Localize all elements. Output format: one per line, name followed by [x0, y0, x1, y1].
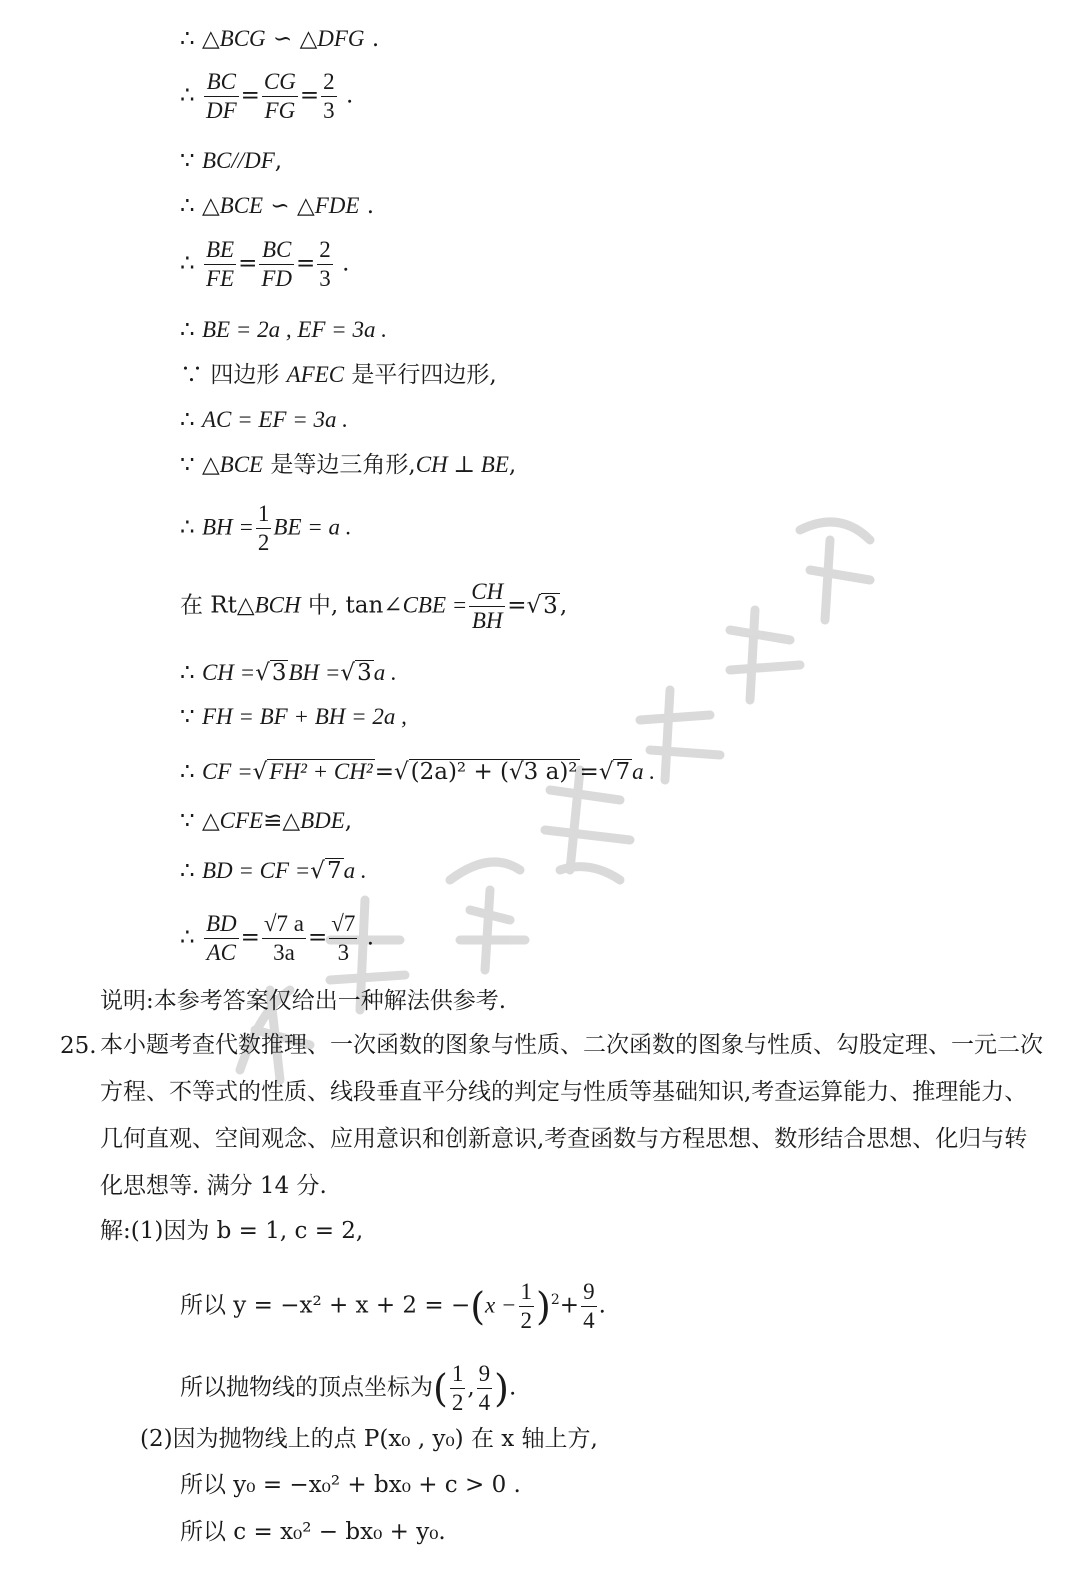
therefore-symbol: ∴	[180, 26, 195, 52]
sqrt-sign: √	[310, 858, 325, 884]
similar-symbol: ∽	[272, 26, 293, 52]
fraction-2-3: $\frac{2}{3}$	[323, 69, 335, 123]
fraction-root7a-3a: $\frac{√7 a}{3a}$	[263, 911, 304, 965]
question-intro: 本小题考查代数推理、一次函数的图象与性质、二次函数的图象与性质、勾股定理、一元二次方程、不等式的性质、线段垂直平分线的判定与性质等基础知识,考查运算能力、推理能力、几何直观、空间观念、应用意识和创新意识,考查函数与方程思想、数形结合思想、化归与转化思想等. 满分 14 分.	[100, 1032, 1043, 1199]
sqrt-sign: √	[340, 660, 356, 686]
period: .	[366, 193, 375, 219]
period: .	[366, 924, 375, 951]
solution-vertex-form: 所以 y = −x² + x + 2 = −(x − $\frac{1}{2}$ )$^2$+ $\frac{9}{4}$ .	[180, 1279, 606, 1333]
therefore-symbol: ∴	[180, 82, 195, 109]
therefore-symbol: ∴	[180, 407, 195, 433]
therefore-symbol: ∴	[180, 193, 195, 219]
text: 四边形	[210, 362, 287, 388]
fraction-1-2: $\frac{1}{2}$	[257, 501, 270, 555]
expr: BH =	[201, 514, 254, 540]
step-congruent-cfe-bde: ∵ △CFE≌△BDE,	[180, 808, 353, 834]
solution-part1-given: 解:(1)因为 b = 1, c = 2,	[100, 1218, 364, 1244]
step-bd-value	[180, 856, 367, 886]
expr: a .	[373, 660, 397, 685]
text: 中, tan∠	[300, 592, 403, 619]
because-symbol: ∵	[180, 362, 203, 388]
therefore-symbol: ∴	[180, 924, 195, 951]
step-ratio-bc-df: ∴ $\frac{BC}{DF}$ = $\frac{CG}{FG}$ = $\frac{2}{3}$ .	[180, 69, 354, 123]
radicand: (2a)² + (√3 a)²	[410, 759, 578, 785]
radicand: 7	[326, 858, 342, 884]
therefore-symbol: ∴	[180, 514, 195, 541]
text: 所以抛物线的顶点坐标为	[180, 1374, 433, 1401]
step-equilateral-bce: ∵ △BCE 是等边三角形,CH ⊥ BE,	[180, 452, 517, 478]
equation: BE = 2a , EF = 3a .	[201, 317, 387, 342]
triangle-right: △FDE	[297, 193, 360, 218]
text: 是平行四边形,	[344, 362, 497, 388]
expr: 所以 y = −x² + x + 2 = −	[180, 1292, 471, 1319]
fraction-2-3: $\frac{2}{3}$	[319, 237, 331, 291]
step-fh-value	[180, 702, 407, 732]
because-symbol: ∵	[180, 452, 195, 478]
because-symbol: ∵	[180, 148, 195, 174]
therefore-symbol: ∴	[180, 660, 195, 686]
step-ratio-bd-ac: ∴ $\frac{BD}{AC}$ = $\frac{√7 a}{3a}$ = $\frac{√7}{3}$ .	[180, 911, 375, 965]
therefore-symbol: ∴	[180, 858, 195, 884]
fraction-9-4: $\frac{9}{4}$	[478, 1361, 491, 1415]
expr: CBE =	[402, 592, 468, 618]
equation: FH = BF + BH = 2a ,	[201, 704, 407, 729]
fraction-9-4: $\frac{9}{4}$	[583, 1279, 595, 1333]
period: .	[371, 26, 380, 52]
triangle-right: △BDE	[282, 808, 345, 833]
triangle-left: △BCG	[201, 26, 266, 51]
solution-part2-ineq: 所以 y₀ = −x₀² + bx₀ + c > 0 .	[180, 1472, 521, 1498]
radicand: 3	[357, 660, 372, 686]
therefore-symbol: ∴	[180, 759, 195, 785]
triangle: △BCH	[236, 592, 301, 618]
similar-symbol: ∽	[270, 193, 290, 219]
fraction-cg-fg: $\frac{CG}{FG}$	[263, 69, 296, 123]
solution-vertex-coord: 所以抛物线的顶点坐标为( $\frac{1}{2}$ , $\frac{9}{4}$ ).	[180, 1361, 517, 1415]
question-number: 25.	[60, 1033, 97, 1059]
therefore-symbol: ∴	[180, 317, 195, 343]
period: .	[342, 250, 350, 277]
note-text: 说明:本参考答案仅给出一种解法供参考.	[100, 988, 507, 1014]
equation: AC = EF = 3a .	[201, 407, 348, 432]
fraction-bd-ac: $\frac{BD}{AC}$	[205, 911, 237, 965]
fraction-bc-fd: $\frac{BC}{FD}$	[261, 237, 293, 291]
expr: BE = a .	[273, 514, 352, 540]
step-similar-bcg-dfg	[180, 24, 379, 54]
step-bc-parallel-df: ∵ BC//DF,	[180, 148, 283, 174]
step-be-ef-values	[180, 315, 387, 345]
radicand: 3	[271, 660, 287, 686]
fraction-ch-bh: $\frac{CH}{BH}$	[471, 579, 504, 633]
expr: CH =	[201, 660, 256, 685]
fraction-bc-df: $\frac{BC}{DF}$	[205, 69, 237, 123]
quad-name: AFEC	[286, 362, 345, 387]
expr: a .	[343, 858, 367, 883]
expr: BH =	[288, 660, 341, 685]
expr: CF =	[201, 759, 253, 784]
step-cf-value: ∴ CF =√FH² + CH²=√(2a)² + (√3 a)²=√7a .	[180, 759, 656, 785]
step-ratio-be-fe: ∴ $\frac{BE}{FE}$ = $\frac{BC}{FD}$ = $\frac{2}{3}$ .	[180, 237, 350, 291]
therefore-symbol: ∴	[180, 250, 195, 277]
fraction-be-fe: $\frac{BE}{FE}$	[205, 237, 235, 291]
radicand: 3	[543, 592, 558, 619]
congruent-symbol: ≌	[263, 808, 283, 834]
period: .	[345, 82, 354, 109]
triangle-left: △CFE	[201, 808, 264, 833]
sqrt-sign: √	[598, 759, 614, 785]
perpendicular-expr: CH ⊥ BE	[415, 452, 509, 477]
parallel-expr: BC//DF	[201, 148, 275, 173]
triangle-right: △DFG	[299, 26, 365, 51]
step-tan-cbe: 在 Rt△BCH 中, tan∠CBE = $\frac{CH}{BH}$ =√3,	[180, 579, 568, 633]
step-ch-value	[180, 658, 397, 688]
radicand: FH² + CH²	[269, 759, 373, 784]
sqrt-sign: √	[252, 759, 268, 785]
step-bh-half-be	[180, 500, 352, 557]
fraction-1-2: $\frac{1}{2}$	[520, 1279, 533, 1333]
text: 是等边三角形,	[263, 452, 416, 478]
because-symbol: ∵	[180, 704, 195, 730]
triangle: △BCE	[201, 452, 264, 477]
solution-part2: (2)因为抛物线上的点 P(x₀ , y₀) 在 x 轴上方,	[140, 1426, 598, 1452]
because-symbol: ∵	[180, 808, 195, 834]
step-ac-equals-ef	[180, 405, 348, 435]
fraction-1-2: $\frac{1}{2}$	[451, 1361, 464, 1415]
sqrt-sign: √	[255, 660, 270, 686]
triangle-left: △BCE	[201, 193, 264, 218]
solution-part2-c: 所以 c = x₀² − bx₀ + y₀.	[180, 1519, 446, 1545]
step-similar-bce-fde	[180, 191, 374, 221]
fraction-root7-3: $\frac{√7}{3}$	[331, 911, 356, 965]
text: 在 Rt	[180, 592, 237, 619]
sqrt-sign: √	[526, 592, 542, 619]
step-parallelogram-afec	[180, 360, 497, 390]
expr: x −	[485, 1292, 517, 1318]
sqrt-sign: √	[393, 759, 409, 785]
radicand: 7	[615, 759, 631, 785]
expr: BD = CF =	[201, 858, 311, 883]
